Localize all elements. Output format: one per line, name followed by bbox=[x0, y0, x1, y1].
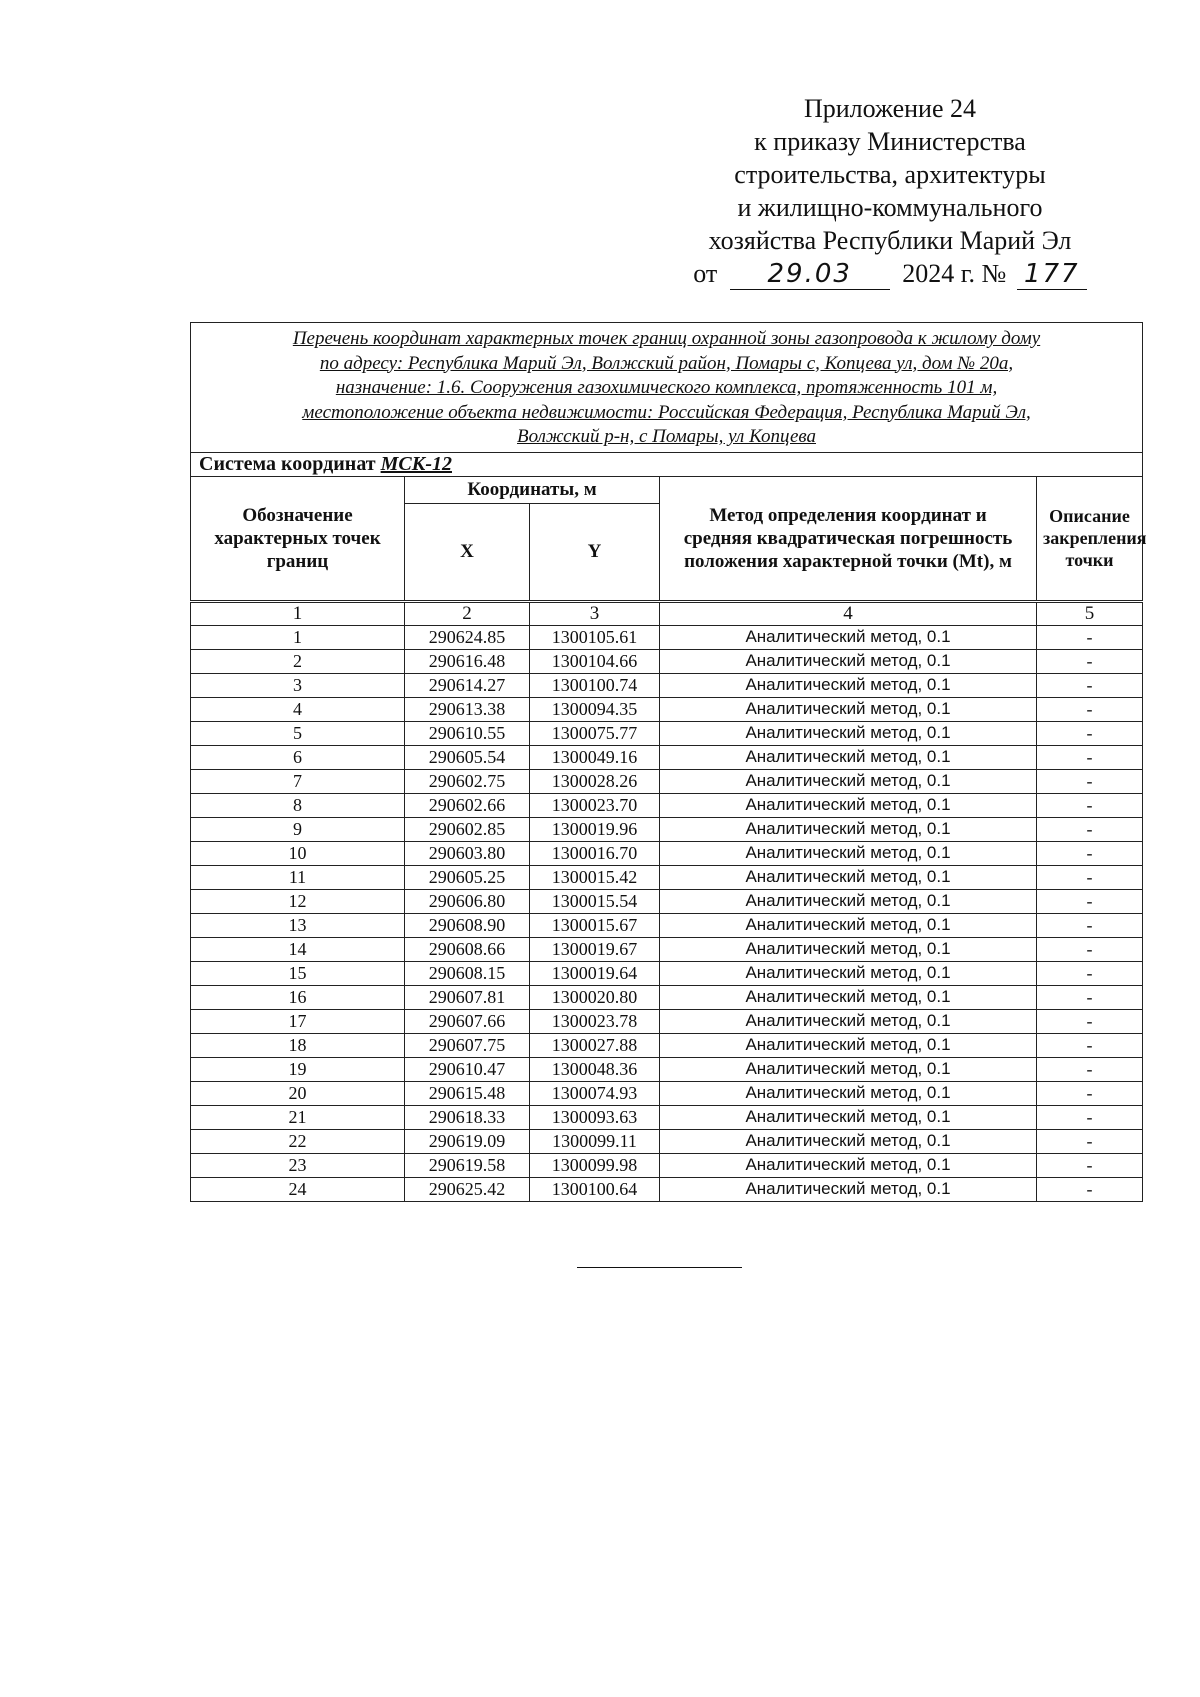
column-index: 5 bbox=[1037, 601, 1143, 625]
x-coordinate: 290605.25 bbox=[405, 865, 530, 889]
coordinates-table bbox=[190, 322, 1147, 1202]
table-row bbox=[191, 985, 1143, 1009]
point-number: 14 bbox=[191, 937, 405, 961]
description-cell: - bbox=[1037, 865, 1143, 889]
table-row bbox=[191, 697, 1143, 721]
point-number: 2 bbox=[191, 649, 405, 673]
y-coordinate: 1300016.70 bbox=[530, 841, 660, 865]
header-designation: Обозначение характерных точек границ bbox=[191, 476, 405, 601]
x-coordinate: 290619.58 bbox=[405, 1153, 530, 1177]
method-cell: Аналитический метод, 0.1 bbox=[660, 913, 1037, 937]
point-number: 24 bbox=[191, 1177, 405, 1201]
description-cell: - bbox=[1037, 1057, 1143, 1081]
x-coordinate: 290602.66 bbox=[405, 793, 530, 817]
table-row bbox=[191, 1033, 1143, 1057]
title-line: Перечень координат характерных точек границ охранной зоны газопровода к жилому дому bbox=[292, 328, 1041, 349]
description-cell: - bbox=[1037, 649, 1143, 673]
x-coordinate: 290605.54 bbox=[405, 745, 530, 769]
point-number: 19 bbox=[191, 1057, 405, 1081]
y-coordinate: 1300105.61 bbox=[530, 625, 660, 649]
x-coordinate: 290603.80 bbox=[405, 841, 530, 865]
x-coordinate: 290607.75 bbox=[405, 1033, 530, 1057]
method-cell: Аналитический метод, 0.1 bbox=[660, 937, 1037, 961]
method-cell: Аналитический метод, 0.1 bbox=[660, 1177, 1037, 1201]
y-coordinate: 1300028.26 bbox=[530, 769, 660, 793]
method-cell: Аналитический метод, 0.1 bbox=[660, 841, 1037, 865]
description-cell: - bbox=[1037, 1129, 1143, 1153]
column-index: 4 bbox=[660, 601, 1037, 625]
table-row bbox=[191, 841, 1143, 865]
method-cell: Аналитический метод, 0.1 bbox=[660, 625, 1037, 649]
point-number: 6 bbox=[191, 745, 405, 769]
table-row bbox=[191, 961, 1143, 985]
point-number: 16 bbox=[191, 985, 405, 1009]
method-cell: Аналитический метод, 0.1 bbox=[660, 793, 1037, 817]
method-cell: Аналитический метод, 0.1 bbox=[660, 1129, 1037, 1153]
description-cell: - bbox=[1037, 697, 1143, 721]
title-line: назначение: 1.6. Сооружения газохимического комплекса, протяженность 101 м, bbox=[335, 377, 998, 398]
point-number: 7 bbox=[191, 769, 405, 793]
column-index: 2 bbox=[405, 601, 530, 625]
header-line: и жилищно-коммунального bbox=[737, 193, 1043, 222]
method-cell: Аналитический метод, 0.1 bbox=[660, 697, 1037, 721]
point-number: 20 bbox=[191, 1081, 405, 1105]
x-coordinate: 290616.48 bbox=[405, 649, 530, 673]
method-cell: Аналитический метод, 0.1 bbox=[660, 1081, 1037, 1105]
title-line: Волжский р-н, с Помары, ул Копцева bbox=[517, 426, 817, 447]
point-number: 8 bbox=[191, 793, 405, 817]
header-line: Приложение 24 bbox=[803, 94, 977, 123]
method-cell: Аналитический метод, 0.1 bbox=[660, 673, 1037, 697]
header-method: Метод определения координат и средняя квадратическая погрешность положения характерной точки (Mt), м bbox=[660, 476, 1037, 601]
y-coordinate: 1300094.35 bbox=[530, 697, 660, 721]
description-cell: - bbox=[1037, 1009, 1143, 1033]
method-cell: Аналитический метод, 0.1 bbox=[660, 1105, 1037, 1129]
description-cell: - bbox=[1037, 1081, 1143, 1105]
header-x: X bbox=[405, 503, 530, 601]
table-row bbox=[191, 745, 1143, 769]
description-cell: - bbox=[1037, 889, 1143, 913]
method-cell: Аналитический метод, 0.1 bbox=[660, 889, 1037, 913]
x-coordinate: 290625.42 bbox=[405, 1177, 530, 1201]
point-number: 17 bbox=[191, 1009, 405, 1033]
x-coordinate: 290618.33 bbox=[405, 1105, 530, 1129]
title-line: местоположение объекта недвижимости: Российская Федерация, Республика Марий Эл, bbox=[302, 401, 1031, 423]
y-coordinate: 1300100.74 bbox=[530, 673, 660, 697]
table-row bbox=[191, 1009, 1143, 1033]
point-number: 9 bbox=[191, 817, 405, 841]
point-number: 18 bbox=[191, 1033, 405, 1057]
table-row bbox=[191, 865, 1143, 889]
description-cell: - bbox=[1037, 1177, 1143, 1201]
description-cell: - bbox=[1037, 793, 1143, 817]
point-number: 11 bbox=[191, 865, 405, 889]
x-coordinate: 290610.47 bbox=[405, 1057, 530, 1081]
table-row bbox=[191, 793, 1143, 817]
description-cell: - bbox=[1037, 745, 1143, 769]
table-row bbox=[191, 889, 1143, 913]
description-cell: - bbox=[1037, 625, 1143, 649]
closing-rule bbox=[577, 1267, 742, 1268]
appendix-header bbox=[640, 92, 1140, 290]
method-cell: Аналитический метод, 0.1 bbox=[660, 1033, 1037, 1057]
x-coordinate: 290610.55 bbox=[405, 721, 530, 745]
table-row bbox=[191, 817, 1143, 841]
y-coordinate: 1300019.64 bbox=[530, 961, 660, 985]
y-coordinate: 1300104.66 bbox=[530, 649, 660, 673]
method-cell: Аналитический метод, 0.1 bbox=[660, 817, 1037, 841]
table-title bbox=[191, 323, 1143, 453]
y-coordinate: 1300099.98 bbox=[530, 1153, 660, 1177]
point-number: 13 bbox=[191, 913, 405, 937]
title-line: по адресу: Республика Марий Эл, Волжский район, Помары с, Копцева ул, дом № 20а, bbox=[319, 352, 1014, 374]
description-cell: - bbox=[1037, 1153, 1143, 1177]
x-coordinate: 290608.15 bbox=[405, 961, 530, 985]
x-coordinate: 290602.85 bbox=[405, 817, 530, 841]
point-number: 23 bbox=[191, 1153, 405, 1177]
x-coordinate: 290613.38 bbox=[405, 697, 530, 721]
x-coordinate: 290606.80 bbox=[405, 889, 530, 913]
table-row bbox=[191, 649, 1143, 673]
x-coordinate: 290607.81 bbox=[405, 985, 530, 1009]
header-coordinates: Координаты, м bbox=[405, 476, 660, 503]
point-number: 3 bbox=[191, 673, 405, 697]
column-index: 3 bbox=[530, 601, 660, 625]
coordinate-system-label: Система координат bbox=[199, 453, 376, 475]
y-coordinate: 1300099.11 bbox=[530, 1129, 660, 1153]
coordinate-system-name: МСК-12 bbox=[380, 453, 452, 475]
x-coordinate: 290608.90 bbox=[405, 913, 530, 937]
x-coordinate: 290602.75 bbox=[405, 769, 530, 793]
y-coordinate: 1300019.67 bbox=[530, 937, 660, 961]
column-index-row bbox=[191, 601, 1143, 625]
method-cell: Аналитический метод, 0.1 bbox=[660, 769, 1037, 793]
table-row bbox=[191, 1081, 1143, 1105]
description-cell: - bbox=[1037, 769, 1143, 793]
header-description: Описание закрепления точки bbox=[1037, 476, 1143, 601]
method-cell: Аналитический метод, 0.1 bbox=[660, 865, 1037, 889]
table-row bbox=[191, 721, 1143, 745]
header-line: хозяйства Республики Марий Эл bbox=[708, 226, 1072, 255]
y-coordinate: 1300015.42 bbox=[530, 865, 660, 889]
order-date-line bbox=[640, 257, 1140, 290]
order-number-handwritten: 177 bbox=[1017, 259, 1087, 290]
y-coordinate: 1300075.77 bbox=[530, 721, 660, 745]
table-row bbox=[191, 769, 1143, 793]
y-coordinate: 1300093.63 bbox=[530, 1105, 660, 1129]
year-number-label: 2024 г. № bbox=[902, 259, 1007, 288]
description-cell: - bbox=[1037, 817, 1143, 841]
description-cell: - bbox=[1037, 1033, 1143, 1057]
description-cell: - bbox=[1037, 721, 1143, 745]
coordinate-system-row bbox=[191, 452, 1143, 476]
y-coordinate: 1300023.70 bbox=[530, 793, 660, 817]
table-body bbox=[191, 625, 1143, 1201]
table-row bbox=[191, 1105, 1143, 1129]
method-cell: Аналитический метод, 0.1 bbox=[660, 1153, 1037, 1177]
y-coordinate: 1300015.54 bbox=[530, 889, 660, 913]
description-cell: - bbox=[1037, 985, 1143, 1009]
column-index: 1 bbox=[191, 601, 405, 625]
description-cell: - bbox=[1037, 841, 1143, 865]
order-date-handwritten: 29.03 bbox=[730, 259, 890, 290]
method-cell: Аналитический метод, 0.1 bbox=[660, 649, 1037, 673]
method-cell: Аналитический метод, 0.1 bbox=[660, 985, 1037, 1009]
point-number: 1 bbox=[191, 625, 405, 649]
x-coordinate: 290608.66 bbox=[405, 937, 530, 961]
description-cell: - bbox=[1037, 913, 1143, 937]
description-cell: - bbox=[1037, 937, 1143, 961]
y-coordinate: 1300015.67 bbox=[530, 913, 660, 937]
point-number: 21 bbox=[191, 1105, 405, 1129]
description-cell: - bbox=[1037, 673, 1143, 697]
y-coordinate: 1300100.64 bbox=[530, 1177, 660, 1201]
description-cell: - bbox=[1037, 961, 1143, 985]
x-coordinate: 290607.66 bbox=[405, 1009, 530, 1033]
table-row bbox=[191, 1129, 1143, 1153]
table-row bbox=[191, 937, 1143, 961]
table-row bbox=[191, 1177, 1143, 1201]
table-row bbox=[191, 625, 1143, 649]
x-coordinate: 290615.48 bbox=[405, 1081, 530, 1105]
table-row bbox=[191, 913, 1143, 937]
y-coordinate: 1300019.96 bbox=[530, 817, 660, 841]
y-coordinate: 1300049.16 bbox=[530, 745, 660, 769]
y-coordinate: 1300048.36 bbox=[530, 1057, 660, 1081]
y-coordinate: 1300023.78 bbox=[530, 1009, 660, 1033]
table-row bbox=[191, 1153, 1143, 1177]
x-coordinate: 290619.09 bbox=[405, 1129, 530, 1153]
x-coordinate: 290624.85 bbox=[405, 625, 530, 649]
date-prefix: от bbox=[693, 259, 718, 288]
point-number: 22 bbox=[191, 1129, 405, 1153]
y-coordinate: 1300020.80 bbox=[530, 985, 660, 1009]
y-coordinate: 1300074.93 bbox=[530, 1081, 660, 1105]
method-cell: Аналитический метод, 0.1 bbox=[660, 721, 1037, 745]
description-cell: - bbox=[1037, 1105, 1143, 1129]
method-cell: Аналитический метод, 0.1 bbox=[660, 961, 1037, 985]
header-line: строительства, архитектуры bbox=[734, 160, 1046, 189]
point-number: 12 bbox=[191, 889, 405, 913]
table-row bbox=[191, 673, 1143, 697]
point-number: 10 bbox=[191, 841, 405, 865]
x-coordinate: 290614.27 bbox=[405, 673, 530, 697]
header-line: к приказу Министерства bbox=[754, 127, 1026, 156]
table-row bbox=[191, 1057, 1143, 1081]
method-cell: Аналитический метод, 0.1 bbox=[660, 1009, 1037, 1033]
point-number: 15 bbox=[191, 961, 405, 985]
y-coordinate: 1300027.88 bbox=[530, 1033, 660, 1057]
point-number: 4 bbox=[191, 697, 405, 721]
point-number: 5 bbox=[191, 721, 405, 745]
method-cell: Аналитический метод, 0.1 bbox=[660, 1057, 1037, 1081]
method-cell: Аналитический метод, 0.1 bbox=[660, 745, 1037, 769]
header-y: Y bbox=[530, 503, 660, 601]
